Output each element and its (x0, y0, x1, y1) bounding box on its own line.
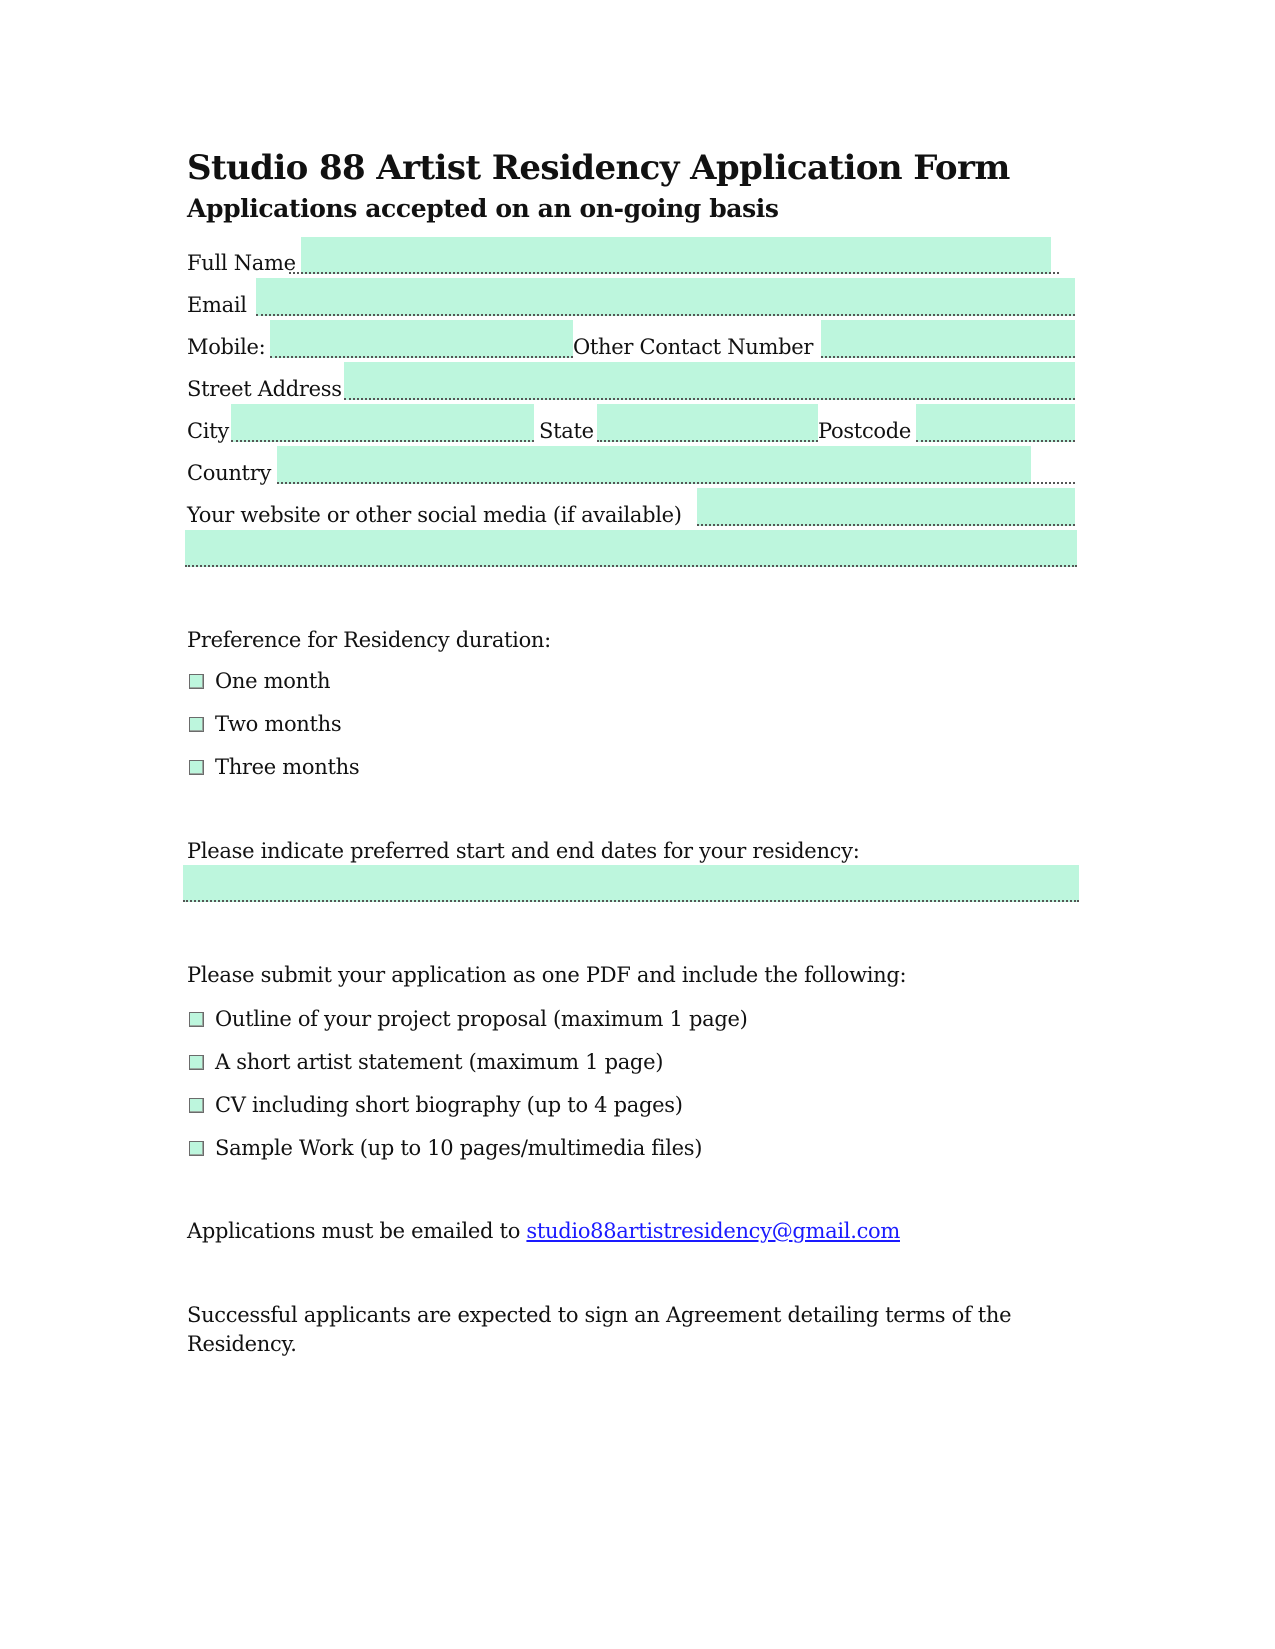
submission-item-label: CV including short biography (up to 4 pages) (215, 1093, 683, 1117)
postcode-field[interactable] (916, 404, 1075, 442)
country-label: Country (187, 461, 272, 485)
duration-option-label: One month (215, 669, 331, 693)
state-label: State (539, 419, 594, 443)
email-instruction (187, 1218, 900, 1244)
postcode-label: Postcode (818, 419, 912, 443)
duration-prompt: Preference for Residency duration: (187, 628, 551, 652)
full-name-label: Full Name (187, 251, 296, 275)
email-field[interactable] (256, 278, 1075, 316)
duration-checkbox-one-month[interactable] (189, 674, 204, 689)
submission-checkbox-statement[interactable] (189, 1055, 204, 1070)
agreement-note-line1: Successful applicants are expected to sign an Agreement detailing terms of the (187, 1303, 1012, 1327)
submission-checkbox-cv[interactable] (189, 1098, 204, 1113)
submission-checkbox-sample-work[interactable] (189, 1141, 204, 1156)
duration-option-label: Three months (215, 755, 360, 779)
page-title: Studio 88 Artist Residency Application Form (187, 148, 1010, 188)
agreement-note-line2: Residency. (187, 1332, 297, 1356)
submission-item-label: Outline of your project proposal (maximum 1 page) (215, 1007, 748, 1031)
website-field-continued[interactable] (185, 530, 1077, 567)
mobile-field[interactable] (270, 320, 573, 358)
website-field[interactable] (697, 488, 1075, 526)
submission-checkbox-proposal[interactable] (189, 1012, 204, 1027)
submission-item-label: A short artist statement (maximum 1 page) (215, 1050, 664, 1074)
street-address-field[interactable] (344, 362, 1075, 400)
duration-checkbox-three-months[interactable] (189, 760, 204, 775)
state-field[interactable] (597, 404, 818, 442)
email-link[interactable]: studio88artistresidency@gmail.com (526, 1219, 900, 1243)
submission-prompt: Please submit your application as one PDF and include the following: (187, 963, 907, 987)
other-contact-field[interactable] (821, 320, 1075, 358)
email-instruction-text: Applications must be emailed to (187, 1219, 527, 1243)
dates-prompt: Please indicate preferred start and end dates for your residency: (187, 839, 860, 863)
city-field[interactable] (231, 404, 534, 442)
country-field[interactable] (277, 446, 1031, 484)
city-label: City (187, 419, 229, 443)
duration-checkbox-two-months[interactable] (189, 717, 204, 732)
page-subtitle: Applications accepted on an on-going basis (187, 194, 779, 223)
street-address-label: Street Address (187, 377, 342, 401)
email-label: Email (187, 293, 247, 317)
dates-field[interactable] (183, 865, 1079, 902)
submission-item-label: Sample Work (up to 10 pages/multimedia files) (215, 1136, 703, 1160)
website-label: Your website or other social media (if available) (187, 503, 682, 527)
mobile-label: Mobile: (187, 335, 266, 359)
full-name-field[interactable] (301, 237, 1051, 274)
other-contact-label: Other Contact Number (573, 335, 814, 359)
duration-option-label: Two months (215, 712, 342, 736)
